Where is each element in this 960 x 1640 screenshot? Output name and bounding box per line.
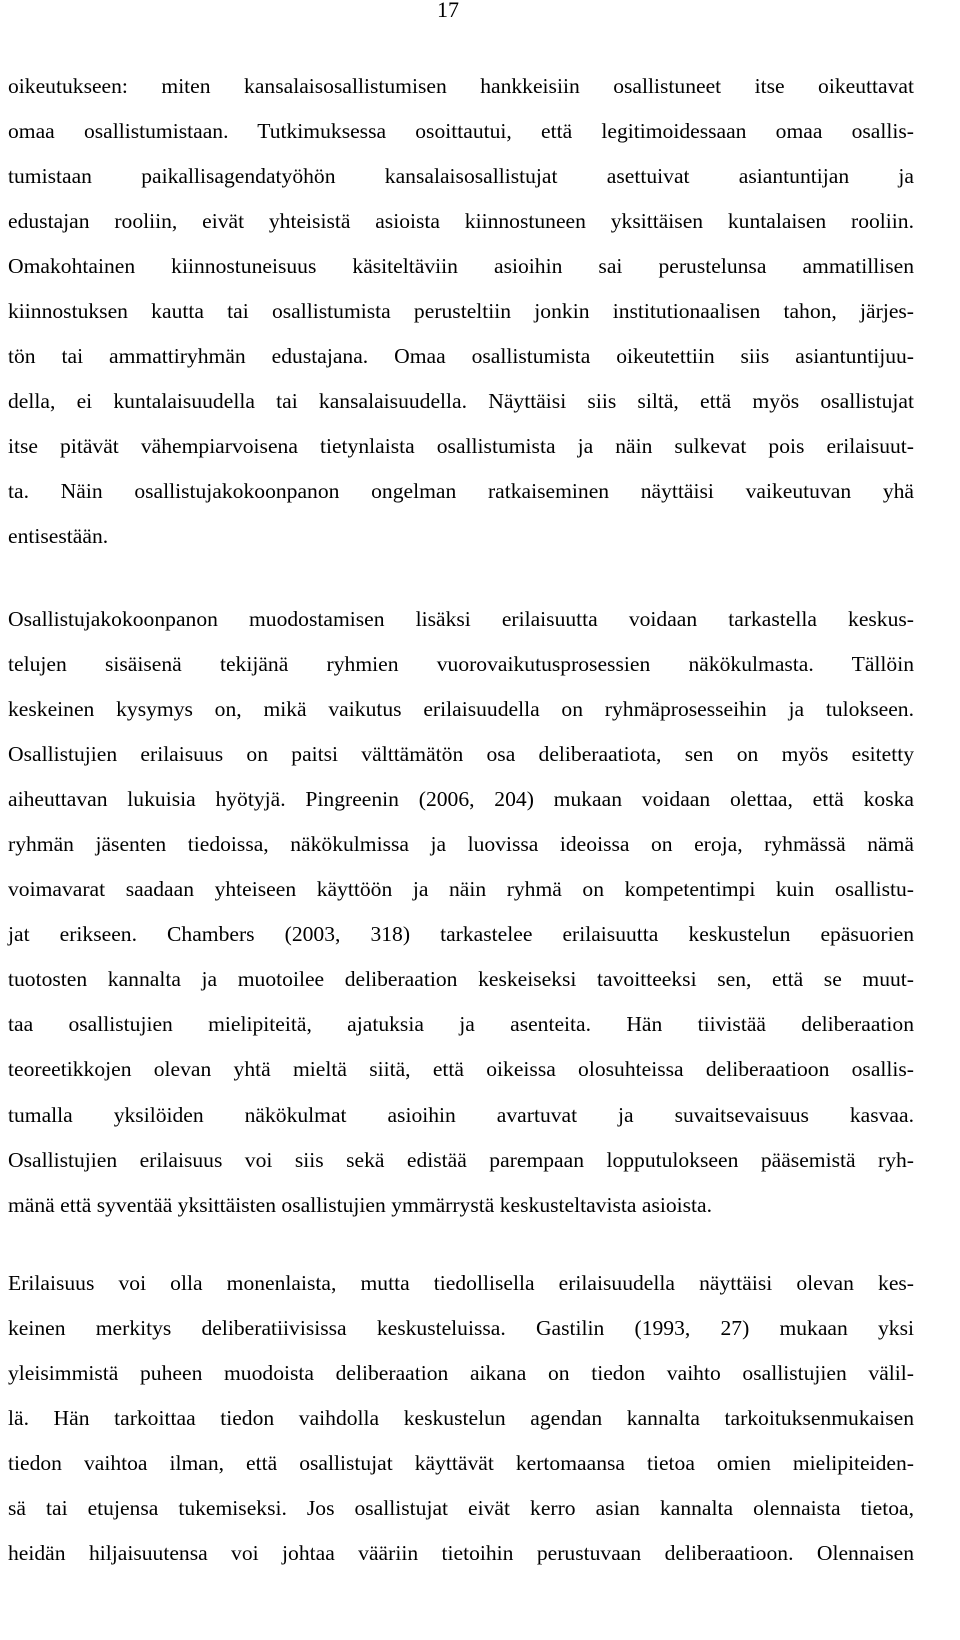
text-line: tiedon vaihtoa ilman, että osallistujat käyttävät kertomaansa tietoa omien mielipiteiden- [8, 1451, 914, 1476]
text-line: keinen merkitys deliberatiivisissa keskusteluissa. Gastilin (1993, 27) mukaan yksi [8, 1316, 914, 1341]
text-line: telujen sisäisenä tekijänä ryhmien vuorovaikutusprosessien näkökulmasta. Tällöin [8, 652, 914, 677]
text-line: ryhmän jäsenten tiedoissa, näkökulmissa ja luovissa ideoissa on eroja, ryhmässä nämä [8, 832, 914, 857]
text-line: aiheuttavan lukuisia hyötyjä. Pingreenin (2006, 204) mukaan voidaan olettaa, että koska [8, 787, 914, 812]
text-line: taa osallistujien mielipiteitä, ajatuksia ja asenteita. Hän tiivistää deliberaation [8, 1012, 914, 1037]
text-line: itse pitävät vähempiarvoisena tietynlaista osallistumista ja näin sulkevat pois erilaisuut- [8, 434, 914, 459]
text-line: omaa osallistumistaan. Tutkimuksessa osoittautui, että legitimoidessaan omaa osallis- [8, 119, 914, 144]
text-line: sä tai etujensa tukemiseksi. Jos osallistujat eivät kerro asian kannalta olennaista tietoa, [8, 1496, 914, 1521]
text-line: Erilaisuus voi olla monenlaista, mutta tiedollisella erilaisuudella näyttäisi olevan kes- [8, 1271, 914, 1295]
text-line: ta. Näin osallistujakokoonpanon ongelman ratkaiseminen näyttäisi vaikeutuvan yhä [8, 479, 914, 504]
text-line: Omakohtainen kiinnostuneisuus käsiteltäviin asioihin sai perustelunsa ammatillisen [8, 254, 914, 279]
text-line: oikeutukseen: miten kansalaisosallistumisen hankkeisiin osallistuneet itse oikeuttavat [8, 74, 914, 98]
text-line: yleisimmistä puheen muodoista deliberaation aikana on tiedon vaihto osallistujien välil- [8, 1361, 914, 1386]
text-line: heidän hiljaisuutensa voi johtaa vääriin tietoihin perustuvaan deliberaatioon. Olennaisen [8, 1541, 914, 1566]
text-line: tumistaan paikallisagendatyöhön kansalaisosallistujat asettuivat asiantuntijan ja [8, 164, 914, 189]
paragraph-3 [8, 1261, 914, 1576]
text-line: entisestään. [8, 524, 109, 549]
text-line: edustajan rooliin, eivät yhteisistä asioista kiinnostuneen yksittäisen kuntalaisen rooliin. [8, 209, 914, 234]
text-line: tuotosten kannalta ja muotoilee deliberaation keskeiseksi tavoitteeksi sen, että se muut- [8, 967, 914, 992]
page-number: 17 [437, 0, 459, 22]
text-line: Osallistujakokoonpanon muodostamisen lisäksi erilaisuutta voidaan tarkastella keskus- [8, 607, 914, 631]
paragraph-2 [8, 597, 914, 1228]
text-line: teoreetikkojen olevan yhtä mieltä siitä, että oikeissa olosuhteissa deliberaatioon osallis- [8, 1057, 914, 1082]
text-line: jat erikseen. Chambers (2003, 318) tarkastelee erilaisuutta keskustelun epäsuorien [8, 922, 914, 947]
text-line: Osallistujien erilaisuus voi siis sekä edistää parempaan lopputulokseen pääsemistä ryh- [8, 1147, 914, 1172]
text-line: keskeinen kysymys on, mikä vaikutus erilaisuudella on ryhmäprosesseihin ja tulokseen. [8, 697, 914, 722]
text-line: mänä että syventää yksittäisten osallistujien ymmärrystä keskusteltavista asioista. [8, 1192, 713, 1217]
text-line: lä. Hän tarkoittaa tiedon vaihdolla keskustelun agendan kannalta tarkoituksenmukaisen [8, 1406, 914, 1431]
text-line: tön tai ammattiryhmän edustajana. Omaa osallistumista oikeutettiin siis asiantuntijuu- [8, 344, 914, 369]
paragraph-1 [8, 64, 914, 560]
text-line: Osallistujien erilaisuus on paitsi välttämätön osa deliberaatiota, sen on myös esitetty [8, 742, 914, 767]
text-line: della, ei kuntalaisuudella tai kansalaisuudella. Näyttäisi siis siltä, että myös osallistujat [8, 389, 914, 414]
text-line: tumalla yksilöiden näkökulmat asioihin avartuvat ja suvaitsevaisuus kasvaa. [8, 1102, 914, 1127]
text-line: kiinnostuksen kautta tai osallistumista perusteltiin jonkin institutionaalisen tahon, järjes- [8, 299, 914, 324]
text-line: voimavarat saadaan yhteiseen käyttöön ja näin ryhmä on kompetentimpi kuin osallistu- [8, 877, 914, 902]
